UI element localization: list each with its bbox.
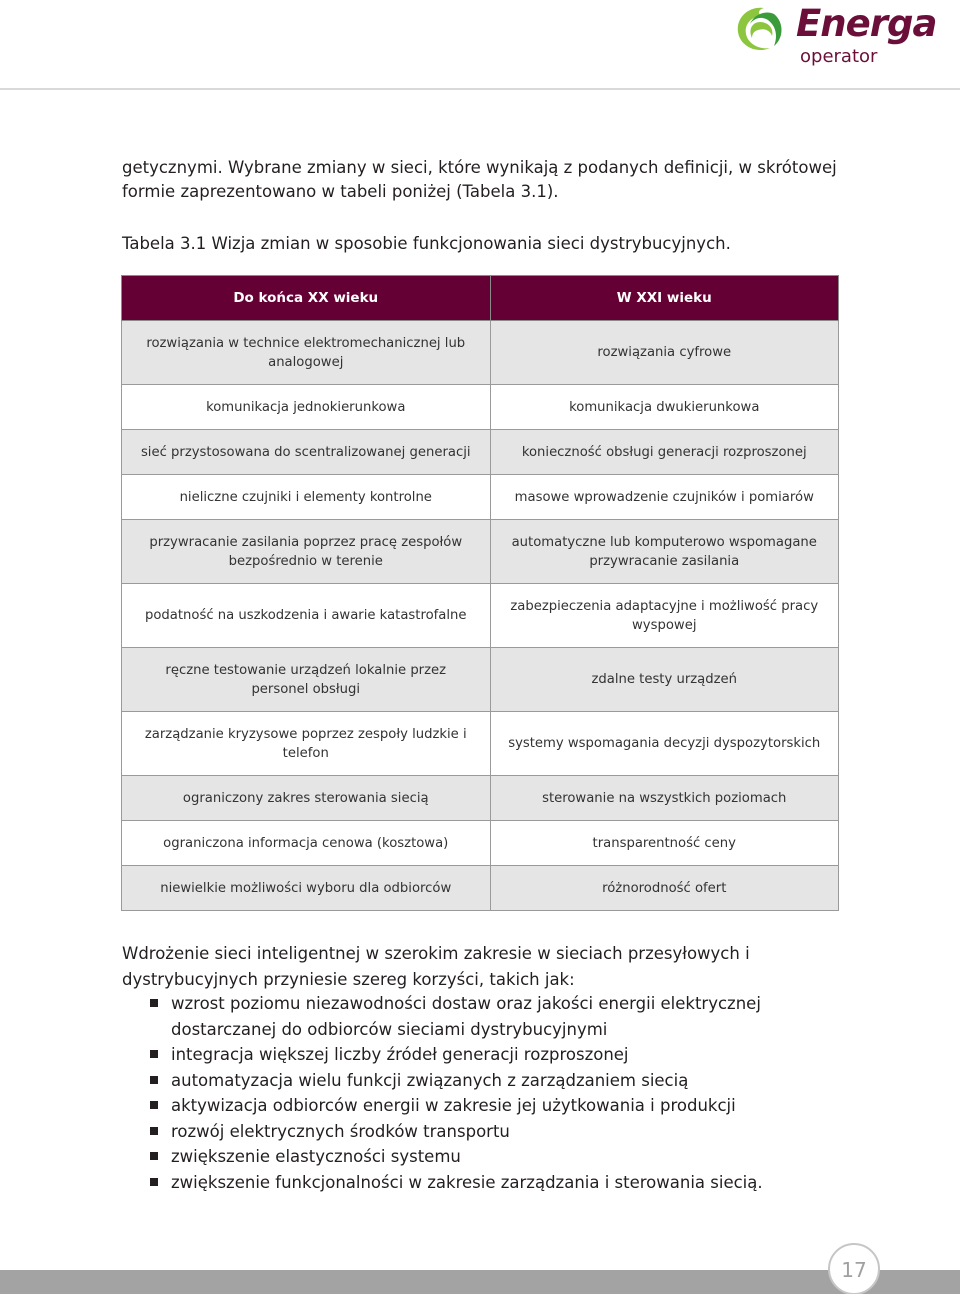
table-cell-new: transparentność ceny (490, 821, 839, 866)
square-bullet-icon (150, 1152, 158, 1160)
table-cell-new: różnorodność ofert (490, 866, 839, 911)
comparison-table (121, 275, 839, 911)
table-cell-new: rozwiązania cyfrowe (490, 321, 839, 385)
table-cell-old: ograniczona informacja cenowa (kosztowa) (122, 821, 491, 866)
table-cell-old: rozwiązania w technice elektromechanicznej lub analogowej (122, 321, 491, 385)
table-row (122, 712, 839, 776)
page-number-badge (828, 1243, 880, 1294)
list-item (122, 1042, 842, 1068)
table-cell-old: niewielkie możliwości wyboru dla odbiorców (122, 866, 491, 911)
logo-subtitle: operator (800, 46, 878, 67)
table-row (122, 866, 839, 911)
column-header-21st-century: W XXI wieku (490, 276, 839, 321)
page-header (0, 0, 960, 90)
table-cell-new: komunikacja dwukierunkowa (490, 385, 839, 430)
square-bullet-icon (150, 1050, 158, 1058)
table-cell-old: zarządzanie kryzysowe poprzez zespoły ludzkie i telefon (122, 712, 491, 776)
energa-operator-logo (734, 2, 937, 72)
square-bullet-icon (150, 999, 158, 1007)
list-item (122, 1144, 842, 1170)
list-item (122, 991, 842, 1042)
table-row (122, 430, 839, 475)
energa-swirl-icon (734, 4, 786, 56)
list-item-text: rozwój elektrycznych środków transportu (171, 1121, 510, 1141)
table-row (122, 321, 839, 385)
list-item-text: zwiększenie funkcjonalności w zakresie zarządzania i sterowania siecią. (171, 1172, 763, 1192)
table-cell-new: zdalne testy urządzeń (490, 648, 839, 712)
table-cell-new: zabezpieczenia adaptacyjne i możliwość pracy wyspowej (490, 584, 839, 648)
table-cell-old: podatność na uszkodzenia i awarie katastrofalne (122, 584, 491, 648)
table-row (122, 584, 839, 648)
table-row (122, 821, 839, 866)
table-row (122, 475, 839, 520)
square-bullet-icon (150, 1076, 158, 1084)
square-bullet-icon (150, 1101, 158, 1109)
table-cell-new: automatyczne lub komputerowo wspomagane przywracanie zasilania (490, 520, 839, 584)
list-item (122, 1119, 842, 1145)
list-item-text: wzrost poziomu niezawodności dostaw oraz jakości energii elektrycznej dostarczanej do odbiorców sieciami dystrybucyjnymi (171, 994, 761, 1039)
square-bullet-icon (150, 1127, 158, 1135)
table-cell-new: masowe wprowadzenie czujników i pomiarów (490, 475, 839, 520)
intro-paragraph: getycznymi. Wybrane zmiany w sieci, które wynikają z podanych definicji, w skrótowej formie zaprezentowano w tabeli poniżej (Tabela 3.1). (122, 158, 837, 201)
list-item (122, 1068, 842, 1094)
logo-name: Energa (796, 2, 937, 45)
square-bullet-icon (150, 1178, 158, 1186)
table-cell-old: przywracanie zasilania poprzez pracę zespołów bezpośrednio w terenie (122, 520, 491, 584)
table-cell-old: sieć przystosowana do scentralizowanej generacji (122, 430, 491, 475)
table-caption: Tabela 3.1 Wizja zmian w sposobie funkcjonowania sieci dystrybucyjnych. (122, 234, 731, 253)
table-row (122, 385, 839, 430)
table-cell-new: konieczność obsługi generacji rozproszonej (490, 430, 839, 475)
benefits-list (122, 991, 842, 1195)
table-row (122, 520, 839, 584)
list-item-text: integracja większej liczby źródeł generacji rozproszonej (171, 1045, 629, 1064)
list-item (122, 1093, 842, 1119)
table-row (122, 648, 839, 712)
table-header-row (122, 276, 839, 321)
benefits-intro-paragraph: Wdrożenie sieci inteligentnej w szerokim zakresie w sieciach przesyłowych i dystrybucyjnych przyniesie szereg korzyści, takich jak: (122, 944, 750, 989)
table-cell-old: komunikacja jednokierunkowa (122, 385, 491, 430)
table-cell-new: systemy wspomagania decyzji dyspozytorskich (490, 712, 839, 776)
list-item-text: automatyzacja wielu funkcji związanych z zarządzaniem siecią (171, 1070, 689, 1090)
table-cell-new: sterowanie na wszystkich poziomach (490, 776, 839, 821)
list-item (122, 1170, 842, 1196)
table-cell-old: ograniczony zakres sterowania siecią (122, 776, 491, 821)
footer-bar (0, 1270, 960, 1294)
list-item-text: zwiększenie elastyczności systemu (171, 1147, 461, 1166)
table-cell-old: ręczne testowanie urządzeń lokalnie przez personel obsługi (122, 648, 491, 712)
list-item-text: aktywizacja odbiorców energii w zakresie jej użytkowania i produkcji (171, 1096, 736, 1115)
column-header-20th-century: Do końca XX wieku (122, 276, 491, 321)
table-cell-old: nieliczne czujniki i elementy kontrolne (122, 475, 491, 520)
table-row (122, 776, 839, 821)
page-number: 17 (841, 1258, 867, 1282)
